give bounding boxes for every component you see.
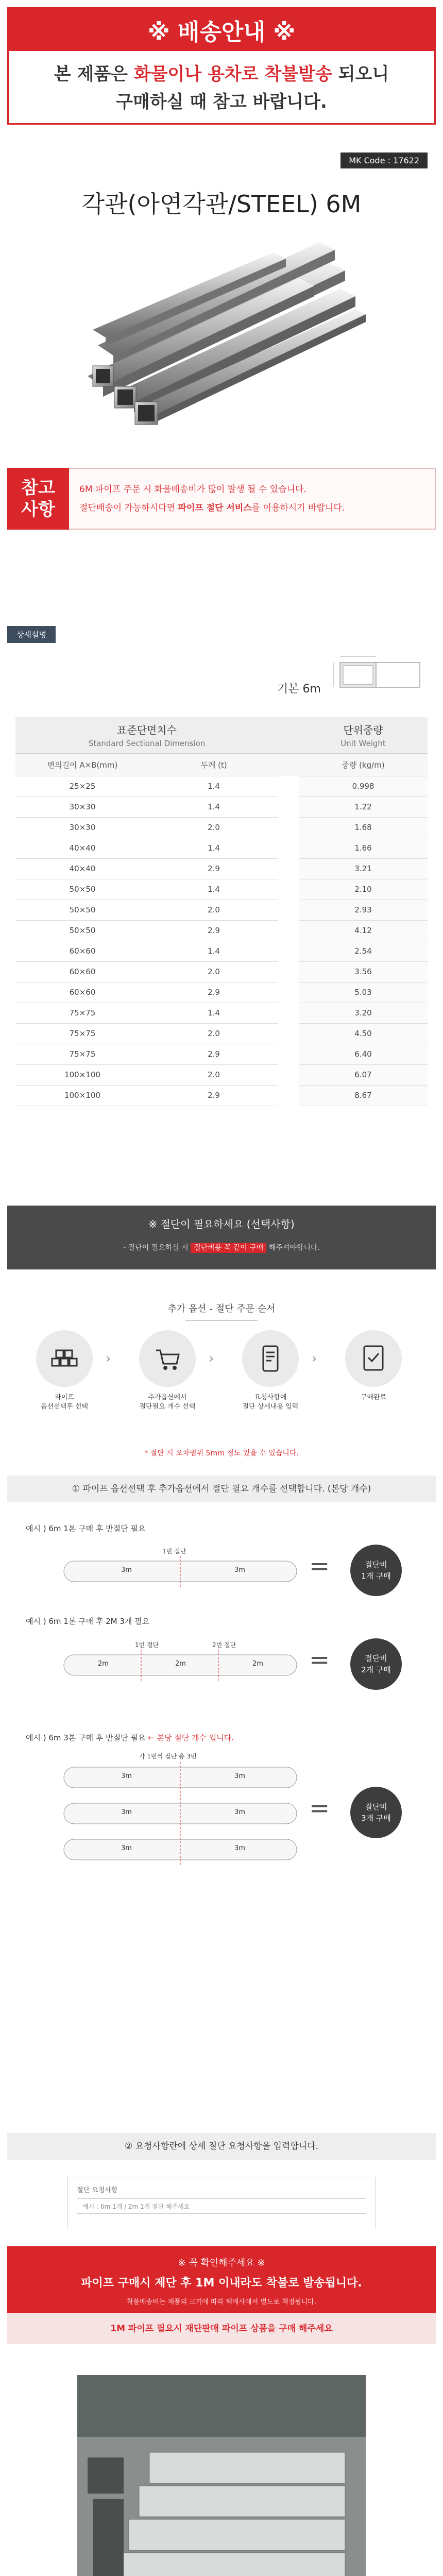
warehouse-photo-1 xyxy=(77,2375,366,2576)
weight-cell: 4.12 xyxy=(299,920,428,941)
size-cell: 60×60 xyxy=(15,982,149,1003)
shipping-notice xyxy=(7,7,436,125)
weight-cell: 2.93 xyxy=(299,900,428,920)
order-steps xyxy=(31,1330,412,1428)
example2-cut-label-2: 2번 절단 xyxy=(212,1641,236,1649)
step1-bar: ① 파이프 옵션선택 후 추가옵션에서 절단 필요 개수를 선택합니다. (본당 개수) xyxy=(7,1476,436,1502)
example2-cut-label-1: 1번 절단 xyxy=(135,1641,159,1649)
weight-cell: 2.10 xyxy=(299,879,428,900)
example3-cut-label: 각 1번씩 절단 총 3번 xyxy=(139,1753,197,1760)
size-cell: 100×100 xyxy=(15,1085,149,1106)
shipping-notice-heading: ※ 배송안내 ※ xyxy=(9,9,434,51)
weight-cell: 3.21 xyxy=(299,858,428,879)
table-row xyxy=(15,796,428,817)
example3-pipes xyxy=(62,1762,299,1865)
reference-text: 6M 파이프 주문 시 화물배송비가 많이 발생 될 수 있습니다. 절단배송이 가능하시다면 파이프 절단 서비스를 이용하시기 바랍니다. xyxy=(69,468,436,530)
thickness-column-header: 두께 (t) xyxy=(149,753,278,776)
example1-cut-label: 1번 절단 xyxy=(162,1548,186,1555)
table-row xyxy=(15,1003,428,1023)
weight-header: 단위중량 Unit Weight xyxy=(299,717,428,753)
example1-result-badge: 절단비 1개 구매 xyxy=(350,1545,402,1596)
product-hero-image xyxy=(77,211,366,438)
table-row xyxy=(15,858,428,879)
example1-pipe xyxy=(62,1556,299,1587)
order-step: 추가옵션에서 절단필요 개수 선택 xyxy=(134,1330,201,1412)
shipping-notice-body: 본 제품은 화물이나 용차로 착불발송 되오니 구매하실 때 참고 바랍니다. xyxy=(54,64,389,112)
dimension-header: 표준단면치수 Standard Sectional Dimension xyxy=(15,717,278,753)
length-caption: 기본 6m xyxy=(277,683,321,696)
freight-highlight: 화물이나 용차로 착불발송 xyxy=(133,64,332,84)
thickness-cell: 1.4 xyxy=(149,838,278,858)
arrow-right-icon: › xyxy=(312,1351,317,1366)
warning-heading: ※ 꼭 확인해주세요 ※ xyxy=(178,2258,265,2268)
thickness-cell: 2.0 xyxy=(149,1064,278,1085)
thickness-cell: 2.0 xyxy=(149,900,278,920)
size-cell: 40×40 xyxy=(15,858,149,879)
thickness-cell: 2.9 xyxy=(149,1085,278,1106)
thickness-cell: 2.0 xyxy=(149,961,278,982)
weight-cell: 0.998 xyxy=(299,776,428,796)
weight-cell: 6.40 xyxy=(299,1044,428,1064)
thickness-cell: 1.4 xyxy=(149,879,278,900)
order-step: 구매완료 xyxy=(340,1330,407,1402)
table-row xyxy=(15,961,428,982)
weight-cell: 3.56 xyxy=(299,961,428,982)
order-step: 요청사항에 절단 상세내용 입력 xyxy=(237,1330,304,1412)
size-cell: 25×25 xyxy=(15,776,149,796)
size-cell: 75×75 xyxy=(15,1003,149,1023)
mk-code-badge: MK Code : 17622 xyxy=(340,152,428,168)
order-complete-icon xyxy=(358,1343,389,1374)
weight-cell: 1.68 xyxy=(299,817,428,838)
weight-column-header: 중량 (kg/m) xyxy=(299,753,428,776)
thickness-cell: 2.0 xyxy=(149,817,278,838)
size-cell: 50×50 xyxy=(15,879,149,900)
order-step: 파이프 옵션선택후 선택 xyxy=(31,1330,98,1412)
product-title: 각관(아연각관/STEEL) 6M xyxy=(81,190,362,218)
warning-sub: 착불배송비는 제품의 크기에 따라 택배사에서 별도로 책정됩니다. xyxy=(127,2298,316,2306)
weight-cell: 6.07 xyxy=(299,1064,428,1085)
weight-cell: 1.22 xyxy=(299,796,428,817)
weight-cell: 1.66 xyxy=(299,838,428,858)
example1-label: 예시 ) 6m 1본 구매 후 반절단 필요 xyxy=(26,1524,146,1533)
mobile-form-icon xyxy=(255,1343,286,1374)
thickness-cell: 1.4 xyxy=(149,941,278,961)
weight-cell: 5.03 xyxy=(299,982,428,1003)
table-row xyxy=(15,817,428,838)
table-row xyxy=(15,1085,428,1106)
cut-option-title: ※ 절단이 필요하세요 (선택사항) xyxy=(148,1218,295,1230)
table-row xyxy=(15,838,428,858)
example2-label: 예시 ) 6m 1본 구매 후 2M 3개 필요 xyxy=(26,1617,150,1626)
thickness-cell: 2.9 xyxy=(149,1044,278,1064)
table-row xyxy=(15,879,428,900)
product-detail-page: ※ 배송안내 ※ 본 제품은 화물이나 용차로 착불발송 되오니 구매하실 때 참고 바랍니다. MK Code : 17622 각관(아연각관/STEEL) 6M 참고 사항 6M 파이프 주문 시 화물배송비가 많이 발생 될 수 있습니다. 절단배송이 가능하시다면 파이프 절단 서비스를 이용하시기 바랍니다. 상세설명 기본 6m 표준단면치수 Standard Sectional Dimension 단위중량 Unit Weight 변의길이 A×B(mm) 두께 (t) 중량 (kg/m) 25×25 1.4 0.998 30×30 1.4 1.22 30×30 2.0 1.68 40×40 1.4 1.66 40×40 2.9 3.21 50×50 1.4 2.10 50×50 2.0 2.93 50×50 2.9 4.12 60×60 1.4 2.54 60×60 2.0 3.56 60×60 2.9 5.03 75×75 1.4 3.20 75×75 2.0 4.50 75×75 2.9 6.40 100×100 2.0 6.07 100×100 2.9 8.67 ※ 절단이 필요하세요 (선택사항) - 절단이 필요하실 시 절단비용 꼭 같이 구매 해주셔야합니다. 추가 옵션 - 절단 주문 순서 파이프 옵션선택후 선택 › 추가옵션에서 절단필요 개수 선택 › 요청사항에 절단 상세내용 입력 › 구매완료 * 절단 시 오차범위 5mm 정도 있을 수 있습니다. ① 파이프 옵션선택 후 추가옵션에서 절단 필요 개수를 선택합니다. (본당 개수) 예시 ) 6m 1본 구매 후 반절단 필요 1번 절단 3m 3m = 절단비 1개 구매 예시 ) 6m 1본 구매 후 2M 3개 필요 1번 절단 2번 절단 2m 2m 2m = 절단비 2개 구매 예시 ) 6m 3본 구매 후 반절단 필요 ← 본당 절단 개수 입니다. 각 1번씩 절단 총 3번 3m 3m 3m 3m 3m 3m = 절단비 3개 구매 ② 요청사항란에 상세 절단 요청사항을 입력합니다. 절단 요청사항 예시 : 6m 1개 / 2m 1개 절단 해주세요 ※ 꼭 확인해주세요 ※ 파이프 구매시 제단 후 1M 이내라도 착불로 발송됩니다. 착불배송비는 제품의 크기에 따라 택배사에서 별도로 책정됩니다. 1M 파이프 필요시 재단판매 파이프 상품을 구매 해주세요 xyxy=(0,0,443,2576)
arrow-right-icon: › xyxy=(209,1351,214,1366)
size-cell: 100×100 xyxy=(15,1064,149,1085)
table-row xyxy=(15,776,428,796)
table-row xyxy=(15,941,428,961)
reference-box xyxy=(7,468,436,530)
size-cell: 40×40 xyxy=(15,838,149,858)
request-memo-input[interactable]: 예시 : 6m 1개 / 2m 1개 절단 해주세요 xyxy=(77,2198,366,2214)
spec-table xyxy=(15,717,428,1106)
thickness-cell: 2.9 xyxy=(149,920,278,941)
request-memo-label: 절단 요청사항 xyxy=(77,2187,118,2194)
table-row xyxy=(15,1064,428,1085)
request-memo-box xyxy=(67,2177,376,2228)
reference-tag: 참고 사항 xyxy=(7,468,69,530)
size-cell: 60×60 xyxy=(15,961,149,982)
table-row xyxy=(15,920,428,941)
thickness-cell: 2.0 xyxy=(149,1023,278,1044)
cart-icon xyxy=(152,1343,183,1374)
thickness-cell: 2.9 xyxy=(149,982,278,1003)
size-cell: 50×50 xyxy=(15,900,149,920)
weight-cell: 8.67 xyxy=(299,1085,428,1106)
example3-label: 예시 ) 6m 3본 구매 후 반절단 필요 ← 본당 절단 개수 입니다. xyxy=(26,1733,234,1742)
table-row xyxy=(15,982,428,1003)
example2-result-badge: 절단비 2개 구매 xyxy=(350,1638,402,1690)
thickness-cell: 1.4 xyxy=(149,1003,278,1023)
pipe-bundle xyxy=(88,242,366,425)
weight-cell: 2.54 xyxy=(299,941,428,961)
weight-cell: 4.50 xyxy=(299,1023,428,1044)
thickness-cell: 1.4 xyxy=(149,796,278,817)
cut-option-subtitle: - 절단이 필요하실 시 절단비용 꼭 같이 구매 해주셔야합니다. xyxy=(123,1244,320,1252)
warning-main: 파이프 구매시 제단 후 1M 이내라도 착불로 발송됩니다. xyxy=(81,2277,362,2290)
table-row xyxy=(15,1023,428,1044)
size-column-header: 변의길이 A×B(mm) xyxy=(15,753,149,776)
cut-tolerance-note: * 절단 시 오차범위 5mm 정도 있을 수 있습니다. xyxy=(144,1449,299,1458)
warning-footer: 1M 파이프 필요시 재단판매 파이프 상품을 구매 해주세요 xyxy=(7,2313,436,2344)
table-row xyxy=(15,1044,428,1064)
pipe-bundle-icon xyxy=(49,1343,80,1374)
size-cell: 75×75 xyxy=(15,1023,149,1044)
table-row xyxy=(15,900,428,920)
size-cell: 50×50 xyxy=(15,920,149,941)
thickness-cell: 2.9 xyxy=(149,858,278,879)
order-steps-title: 추가 옵션 - 절단 주문 순서 xyxy=(0,1301,443,1321)
step2-bar: ② 요청사항란에 상세 절단 요청사항을 입력합니다. xyxy=(7,2133,436,2160)
thickness-cell: 1.4 xyxy=(149,776,278,796)
weight-cell: 3.20 xyxy=(299,1003,428,1023)
square-pipe-dimension-icon xyxy=(330,652,428,699)
warning-box xyxy=(7,2246,436,2313)
size-cell: 75×75 xyxy=(15,1044,149,1064)
arrow-right-icon: › xyxy=(106,1351,111,1366)
detail-section-badge: 상세설명 xyxy=(7,626,56,643)
size-cell: 60×60 xyxy=(15,941,149,961)
size-cell: 30×30 xyxy=(15,796,149,817)
example3-result-badge: 절단비 3개 구매 xyxy=(350,1787,402,1838)
size-cell: 30×30 xyxy=(15,817,149,838)
cut-option-header xyxy=(7,1206,436,1269)
